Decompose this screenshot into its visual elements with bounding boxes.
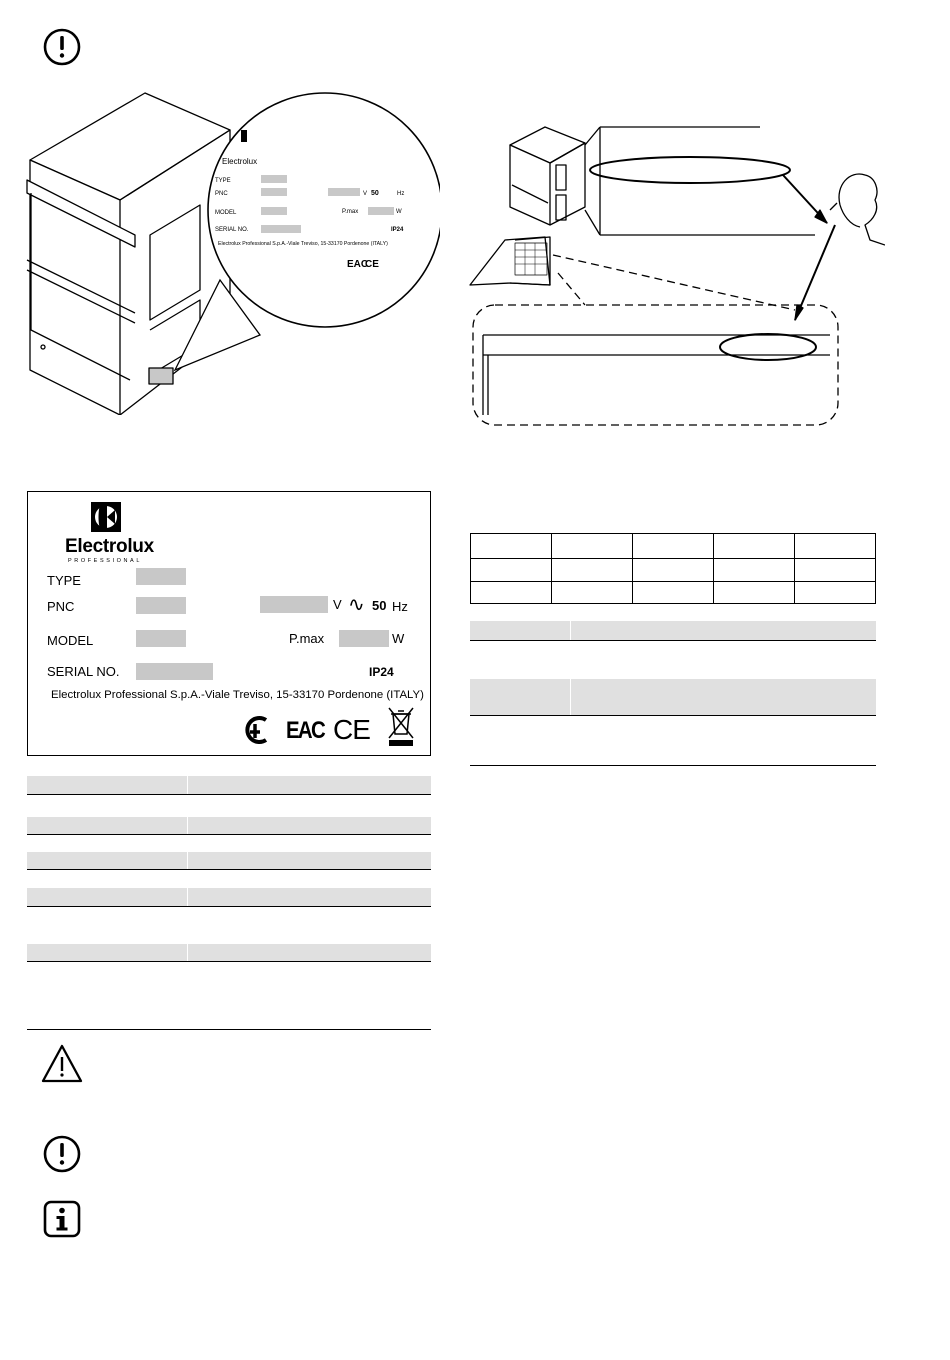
power-unit: W bbox=[392, 631, 405, 646]
svg-text:50: 50 bbox=[371, 190, 379, 197]
table-cell bbox=[552, 581, 633, 603]
serial-value bbox=[136, 663, 213, 680]
model-value bbox=[136, 630, 186, 647]
brand-name: Electrolux bbox=[65, 536, 154, 557]
svg-text:MODEL: MODEL bbox=[215, 210, 237, 216]
svg-text:V: V bbox=[363, 191, 368, 197]
manual-reference-illustration bbox=[465, 115, 885, 433]
type-label: TYPE bbox=[47, 573, 81, 588]
table-cell bbox=[633, 581, 714, 603]
table-cell bbox=[552, 559, 633, 581]
brand-tagline: PROFESSIONAL bbox=[68, 558, 142, 564]
pmax-value bbox=[339, 630, 389, 647]
table-row bbox=[470, 716, 876, 766]
voltage-value bbox=[260, 596, 328, 613]
ac-symbol: ∿ bbox=[348, 594, 365, 616]
ce-mark: CE bbox=[333, 714, 370, 745]
table-row bbox=[27, 817, 431, 835]
svg-text:Hz: Hz bbox=[397, 191, 405, 197]
svg-text:Electrolux Professional S.p.A.: Electrolux Professional S.p.A.-Viale Treviso, 15-33170 Pordenone (ITALY) bbox=[218, 241, 388, 247]
svg-text:Electrolux: Electrolux bbox=[222, 157, 258, 166]
info-icon bbox=[42, 1199, 82, 1239]
table-row bbox=[27, 852, 431, 870]
table-cell bbox=[633, 534, 714, 559]
svg-text:TYPE: TYPE bbox=[215, 178, 231, 184]
table-row bbox=[470, 679, 876, 716]
table-cell bbox=[633, 559, 714, 581]
frequency-unit: Hz bbox=[392, 599, 408, 614]
table-cell bbox=[714, 559, 795, 581]
table-cell bbox=[795, 534, 876, 559]
pnc-value bbox=[136, 597, 186, 614]
svg-text:EAC: EAC bbox=[347, 259, 369, 270]
type-value bbox=[136, 568, 186, 585]
table-cell bbox=[795, 559, 876, 581]
table-row bbox=[27, 776, 431, 795]
svg-text:W: W bbox=[396, 209, 402, 215]
table-row bbox=[27, 962, 431, 1030]
svg-text:P.max: P.max bbox=[342, 209, 359, 215]
svg-text:IP24: IP24 bbox=[391, 227, 404, 233]
important-notice-icon bbox=[42, 1134, 82, 1174]
serial-label: SERIAL NO. bbox=[47, 664, 120, 679]
ip-rating: IP24 bbox=[369, 665, 394, 679]
table-row bbox=[27, 944, 431, 962]
important-notice-icon bbox=[42, 27, 82, 67]
rating-plate bbox=[27, 491, 431, 756]
model-label: MODEL bbox=[47, 633, 94, 648]
electrolux-logo-icon bbox=[91, 502, 121, 532]
svg-text:PNC: PNC bbox=[215, 191, 228, 197]
table-cell bbox=[552, 534, 633, 559]
table-row bbox=[470, 621, 876, 641]
table-cell bbox=[471, 534, 552, 559]
certification-mark-icon bbox=[238, 714, 274, 748]
frequency-value: 50 bbox=[372, 598, 387, 613]
voltage-unit: V bbox=[333, 597, 342, 612]
eac-mark: EAC bbox=[286, 717, 324, 744]
data-grid-table bbox=[470, 533, 876, 604]
table-cell bbox=[471, 581, 552, 603]
pnc-label: PNC bbox=[47, 599, 75, 614]
table-cell bbox=[795, 581, 876, 603]
table-row bbox=[27, 888, 431, 907]
weee-bin-icon bbox=[386, 706, 416, 748]
table-cell bbox=[714, 534, 795, 559]
manufacturer-address: Electrolux Professional S.p.A.-Viale Treviso, 15-33170 Pordenone (ITALY) bbox=[51, 689, 424, 701]
svg-text:CE: CE bbox=[365, 259, 379, 270]
svg-text:SERIAL NO.: SERIAL NO. bbox=[215, 227, 249, 233]
appliance-illustration bbox=[15, 85, 440, 415]
table-cell bbox=[714, 581, 795, 603]
warning-triangle-icon bbox=[40, 1043, 84, 1085]
pmax-label: P.max bbox=[289, 631, 325, 646]
table-cell bbox=[471, 559, 552, 581]
